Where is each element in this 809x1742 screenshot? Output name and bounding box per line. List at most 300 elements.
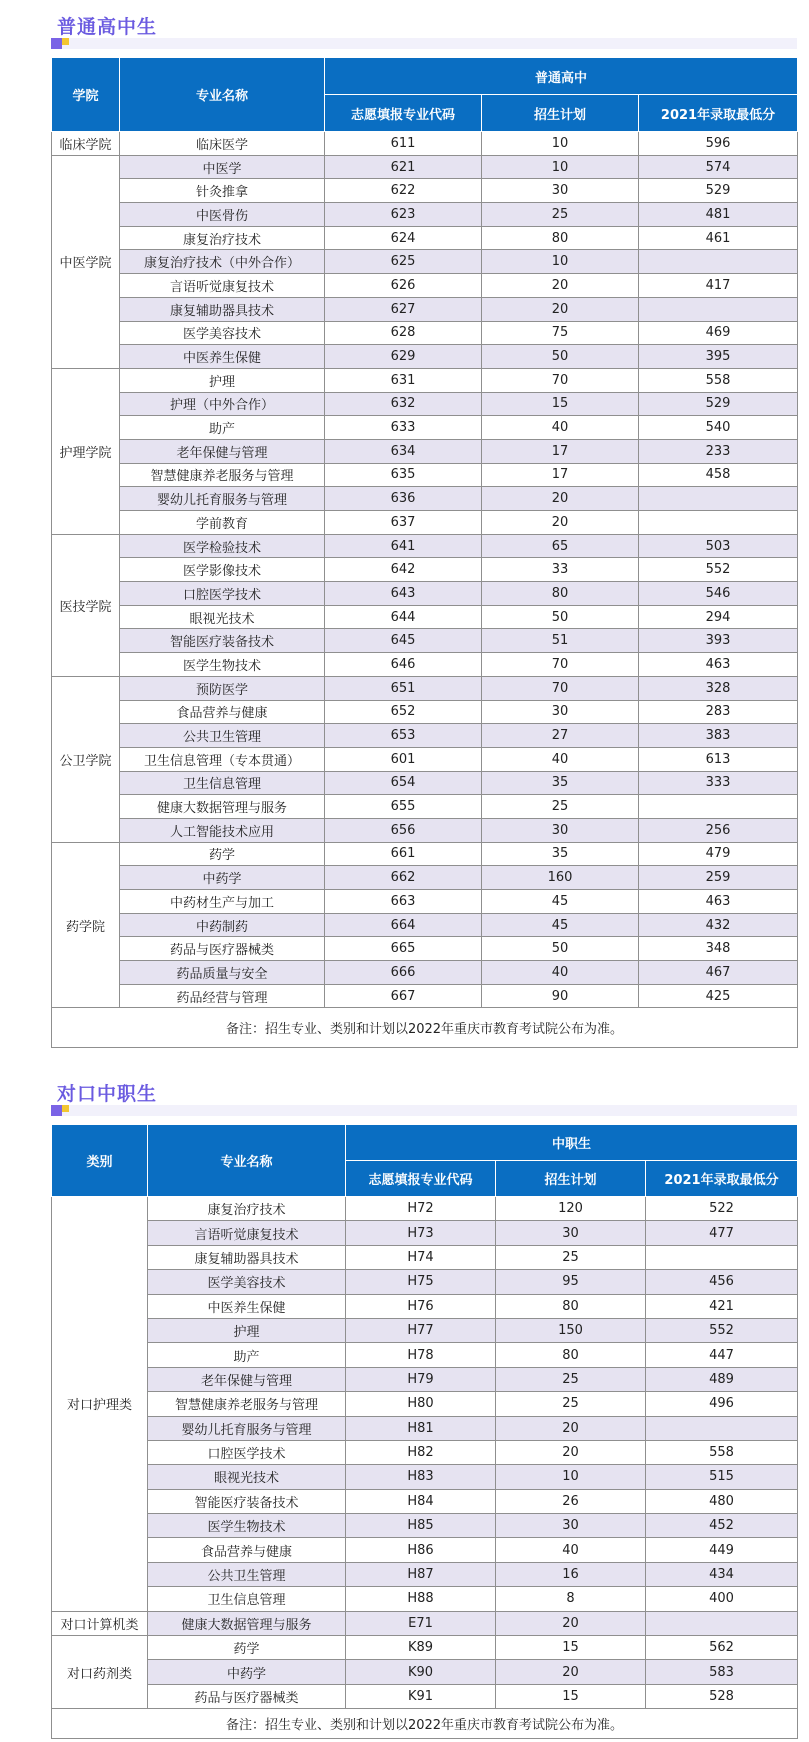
plan-cell: 20	[496, 1440, 646, 1464]
table-row	[52, 724, 798, 748]
table-row	[52, 179, 798, 203]
major-cell: 智能医疗装备技术	[120, 629, 325, 653]
major-cell: 护理	[120, 368, 325, 392]
table-row	[52, 1245, 798, 1269]
code-cell: H72	[346, 1197, 496, 1221]
major-cell: 药学	[148, 1636, 346, 1660]
header-college: 学院	[52, 58, 120, 132]
code-cell: 625	[325, 250, 482, 274]
code-cell: H85	[346, 1514, 496, 1538]
score-cell: 425	[639, 984, 798, 1008]
table-row	[52, 487, 798, 511]
code-cell: 627	[325, 297, 482, 321]
plan-cell: 17	[482, 463, 639, 487]
major-cell: 中药制药	[120, 913, 325, 937]
plan-cell: 20	[496, 1416, 646, 1440]
table-row	[52, 155, 798, 179]
table-row	[52, 1562, 798, 1586]
major-cell: 中药学	[120, 866, 325, 890]
major-cell: 智慧健康养老服务与管理	[148, 1392, 346, 1416]
score-cell: 613	[639, 747, 798, 771]
plan-cell: 40	[482, 747, 639, 771]
score-cell: 348	[639, 937, 798, 961]
table-row	[52, 297, 798, 321]
code-cell: E71	[346, 1611, 496, 1635]
table-row	[52, 913, 798, 937]
major-cell: 中医养生保健	[148, 1294, 346, 1318]
table-row	[52, 321, 798, 345]
admission-table-general	[51, 57, 798, 1048]
table-row	[52, 676, 798, 700]
table-row	[52, 1270, 798, 1294]
score-cell: 503	[639, 534, 798, 558]
table-row	[52, 866, 798, 890]
code-cell: 655	[325, 795, 482, 819]
code-cell: H82	[346, 1440, 496, 1464]
code-cell: H74	[346, 1245, 496, 1269]
table-row	[52, 1197, 798, 1221]
plan-cell: 30	[496, 1221, 646, 1245]
group-name-cell: 药学院	[52, 842, 120, 1008]
note-row	[52, 1709, 798, 1739]
score-cell: 434	[646, 1562, 798, 1586]
score-cell: 463	[639, 890, 798, 914]
code-cell: 663	[325, 890, 482, 914]
header-plan: 招生计划	[496, 1161, 646, 1197]
code-cell: H73	[346, 1221, 496, 1245]
code-cell: 629	[325, 345, 482, 369]
score-cell: 552	[639, 558, 798, 582]
code-cell: 601	[325, 747, 482, 771]
code-cell: 635	[325, 463, 482, 487]
note-text: 备注：招生专业、类别和计划以2022年重庆市教育考试院公布为准。	[52, 1709, 798, 1739]
major-cell: 健康大数据管理与服务	[148, 1611, 346, 1635]
major-cell: 医学生物技术	[148, 1514, 346, 1538]
major-cell: 公共卫生管理	[120, 724, 325, 748]
score-cell: 469	[639, 321, 798, 345]
plan-cell: 35	[482, 842, 639, 866]
code-cell: 623	[325, 203, 482, 227]
plan-cell: 50	[482, 345, 639, 369]
code-cell: H86	[346, 1538, 496, 1562]
group-name-cell: 护理学院	[52, 368, 120, 534]
code-cell: 661	[325, 842, 482, 866]
code-cell: 651	[325, 676, 482, 700]
table-row	[52, 1343, 798, 1367]
major-cell: 智能医疗装备技术	[148, 1489, 346, 1513]
code-cell: K90	[346, 1660, 496, 1684]
header-score: 2021年录取最低分	[646, 1161, 798, 1197]
plan-cell: 35	[482, 771, 639, 795]
plan-cell: 15	[496, 1684, 646, 1708]
table-row	[52, 1392, 798, 1416]
table-row	[52, 984, 798, 1008]
table-row	[52, 818, 798, 842]
plan-cell: 10	[496, 1465, 646, 1489]
plan-cell: 30	[482, 818, 639, 842]
major-cell: 食品营养与健康	[120, 700, 325, 724]
group-name-cell: 医技学院	[52, 534, 120, 676]
score-cell	[646, 1416, 798, 1440]
plan-cell: 15	[496, 1636, 646, 1660]
table-row	[52, 534, 798, 558]
score-cell: 481	[639, 203, 798, 227]
code-cell: H78	[346, 1343, 496, 1367]
major-cell: 护理（中外合作）	[120, 392, 325, 416]
code-cell: 653	[325, 724, 482, 748]
section-underline	[51, 1105, 797, 1116]
plan-cell: 120	[496, 1197, 646, 1221]
major-cell: 卫生信息管理（专本贯通）	[120, 747, 325, 771]
major-cell: 眼视光技术	[148, 1465, 346, 1489]
score-cell: 529	[639, 392, 798, 416]
table-row	[52, 582, 798, 606]
major-cell: 婴幼儿托育服务与管理	[148, 1416, 346, 1440]
table-row	[52, 653, 798, 677]
code-cell: 637	[325, 511, 482, 535]
score-cell: 461	[639, 226, 798, 250]
score-cell: 456	[646, 1270, 798, 1294]
score-cell	[646, 1611, 798, 1635]
plan-cell: 20	[482, 511, 639, 535]
score-cell: 233	[639, 439, 798, 463]
major-cell: 老年保健与管理	[148, 1367, 346, 1391]
code-cell: H77	[346, 1318, 496, 1342]
code-cell: 626	[325, 274, 482, 298]
plan-cell: 20	[482, 487, 639, 511]
table-row	[52, 1221, 798, 1245]
plan-cell: 80	[482, 582, 639, 606]
plan-cell: 150	[496, 1318, 646, 1342]
major-cell: 老年保健与管理	[120, 439, 325, 463]
header-major: 专业名称	[148, 1125, 346, 1197]
table-row	[52, 1660, 798, 1684]
table-row	[52, 1636, 798, 1660]
score-cell: 395	[639, 345, 798, 369]
score-cell: 528	[646, 1684, 798, 1708]
score-cell: 467	[639, 961, 798, 985]
code-cell: H75	[346, 1270, 496, 1294]
major-cell: 预防医学	[120, 676, 325, 700]
group-name-cell: 临床学院	[52, 132, 120, 156]
score-cell	[639, 297, 798, 321]
major-cell: 食品营养与健康	[148, 1538, 346, 1562]
major-cell: 医学美容技术	[120, 321, 325, 345]
score-cell	[639, 487, 798, 511]
code-cell: 622	[325, 179, 482, 203]
table-row	[52, 629, 798, 653]
score-cell: 333	[639, 771, 798, 795]
code-cell: K89	[346, 1636, 496, 1660]
table-row	[52, 274, 798, 298]
major-cell: 药品质量与安全	[120, 961, 325, 985]
score-cell: 479	[639, 842, 798, 866]
plan-cell: 8	[496, 1587, 646, 1611]
major-cell: 护理	[148, 1318, 346, 1342]
table-row	[52, 1465, 798, 1489]
score-cell: 496	[646, 1392, 798, 1416]
plan-cell: 50	[482, 605, 639, 629]
major-cell: 健康大数据管理与服务	[120, 795, 325, 819]
table-row	[52, 392, 798, 416]
header-group: 中职生	[346, 1125, 798, 1161]
code-cell: 642	[325, 558, 482, 582]
plan-cell: 70	[482, 653, 639, 677]
table-row	[52, 1514, 798, 1538]
plan-cell: 80	[482, 226, 639, 250]
section-header	[0, 1067, 809, 1113]
group-name-cell: 对口护理类	[52, 1197, 148, 1612]
major-cell: 言语听觉康复技术	[120, 274, 325, 298]
score-cell: 489	[646, 1367, 798, 1391]
table-row	[52, 345, 798, 369]
plan-cell: 25	[482, 203, 639, 227]
major-cell: 公共卫生管理	[148, 1562, 346, 1586]
code-cell: H79	[346, 1367, 496, 1391]
header-code: 志愿填报专业代码	[346, 1161, 496, 1197]
table-row	[52, 416, 798, 440]
score-cell: 400	[646, 1587, 798, 1611]
code-cell: 636	[325, 487, 482, 511]
major-cell: 康复辅助器具技术	[120, 297, 325, 321]
major-cell: 口腔医学技术	[148, 1440, 346, 1464]
major-cell: 中医养生保健	[120, 345, 325, 369]
table-row	[52, 961, 798, 985]
score-cell: 552	[646, 1318, 798, 1342]
header-score: 2021年录取最低分	[639, 95, 798, 132]
plan-cell: 90	[482, 984, 639, 1008]
score-cell: 328	[639, 676, 798, 700]
accent-square-yellow	[62, 38, 69, 45]
note-row	[52, 1008, 798, 1048]
score-cell: 562	[646, 1636, 798, 1660]
section-underline	[51, 38, 797, 49]
code-cell: 641	[325, 534, 482, 558]
accent-square-yellow	[62, 1105, 69, 1112]
group-name-cell: 公卫学院	[52, 676, 120, 842]
group-name-cell: 中医学院	[52, 155, 120, 368]
score-cell	[639, 795, 798, 819]
score-cell: 421	[646, 1294, 798, 1318]
code-cell: 621	[325, 155, 482, 179]
table-row	[52, 132, 798, 156]
group-name-cell: 对口计算机类	[52, 1611, 148, 1635]
table-row	[52, 605, 798, 629]
header-major: 专业名称	[120, 58, 325, 132]
major-cell: 助产	[120, 416, 325, 440]
major-cell: 中药学	[148, 1660, 346, 1684]
code-cell: 632	[325, 392, 482, 416]
plan-cell: 40	[482, 961, 639, 985]
major-cell: 康复治疗技术	[148, 1197, 346, 1221]
plan-cell: 75	[482, 321, 639, 345]
score-cell: 540	[639, 416, 798, 440]
score-cell: 522	[646, 1197, 798, 1221]
score-cell: 574	[639, 155, 798, 179]
score-cell: 259	[639, 866, 798, 890]
major-cell: 口腔医学技术	[120, 582, 325, 606]
code-cell: 656	[325, 818, 482, 842]
code-cell: 652	[325, 700, 482, 724]
plan-cell: 20	[482, 274, 639, 298]
code-cell: 662	[325, 866, 482, 890]
table-row	[52, 890, 798, 914]
score-cell: 458	[639, 463, 798, 487]
major-cell: 临床医学	[120, 132, 325, 156]
table-row	[52, 1367, 798, 1391]
table-row	[52, 747, 798, 771]
major-cell: 药学	[120, 842, 325, 866]
plan-cell: 30	[482, 700, 639, 724]
plan-cell: 10	[482, 132, 639, 156]
plan-cell: 40	[482, 416, 639, 440]
table-row	[52, 226, 798, 250]
plan-cell: 80	[496, 1294, 646, 1318]
major-cell: 医学检验技术	[120, 534, 325, 558]
plan-cell: 25	[496, 1367, 646, 1391]
major-cell: 药品与医疗器械类	[120, 937, 325, 961]
table-row	[52, 1440, 798, 1464]
code-cell: H76	[346, 1294, 496, 1318]
major-cell: 婴幼儿托育服务与管理	[120, 487, 325, 511]
table-row	[52, 203, 798, 227]
code-cell: 666	[325, 961, 482, 985]
plan-cell: 27	[482, 724, 639, 748]
score-cell: 596	[639, 132, 798, 156]
code-cell: 634	[325, 439, 482, 463]
plan-cell: 95	[496, 1270, 646, 1294]
major-cell: 眼视光技术	[120, 605, 325, 629]
code-cell: 624	[325, 226, 482, 250]
code-cell: 645	[325, 629, 482, 653]
score-cell: 583	[646, 1660, 798, 1684]
code-cell: 665	[325, 937, 482, 961]
score-cell: 447	[646, 1343, 798, 1367]
table-row	[52, 1684, 798, 1708]
note-text: 备注：招生专业、类别和计划以2022年重庆市教育考试院公布为准。	[52, 1008, 798, 1048]
score-cell: 529	[639, 179, 798, 203]
plan-cell: 16	[496, 1562, 646, 1586]
score-cell: 546	[639, 582, 798, 606]
plan-cell: 160	[482, 866, 639, 890]
header-plan: 招生计划	[482, 95, 639, 132]
score-cell: 393	[639, 629, 798, 653]
major-cell: 中药材生产与加工	[120, 890, 325, 914]
table-row	[52, 1489, 798, 1513]
table-row	[52, 368, 798, 392]
code-cell: H88	[346, 1587, 496, 1611]
score-cell: 452	[646, 1514, 798, 1538]
table-row	[52, 771, 798, 795]
code-cell: 667	[325, 984, 482, 1008]
table-row	[52, 937, 798, 961]
plan-cell: 40	[496, 1538, 646, 1562]
score-cell: 256	[639, 818, 798, 842]
table-row	[52, 1611, 798, 1635]
plan-cell: 30	[482, 179, 639, 203]
section-title: 对口中职生	[57, 1083, 158, 1105]
table-row	[52, 700, 798, 724]
major-cell: 康复治疗技术（中外合作）	[120, 250, 325, 274]
major-cell: 学前教育	[120, 511, 325, 535]
score-cell: 432	[639, 913, 798, 937]
score-cell: 417	[639, 274, 798, 298]
plan-cell: 20	[496, 1611, 646, 1635]
group-name-cell: 对口药剂类	[52, 1636, 148, 1709]
major-cell: 康复辅助器具技术	[148, 1245, 346, 1269]
score-cell: 383	[639, 724, 798, 748]
table-row	[52, 558, 798, 582]
code-cell: H81	[346, 1416, 496, 1440]
major-cell: 卫生信息管理	[120, 771, 325, 795]
plan-cell: 15	[482, 392, 639, 416]
major-cell: 药品与医疗器械类	[148, 1684, 346, 1708]
major-cell: 医学生物技术	[120, 653, 325, 677]
table-row	[52, 795, 798, 819]
plan-cell: 45	[482, 890, 639, 914]
admission-table-vocational	[51, 1124, 798, 1739]
plan-cell: 70	[482, 368, 639, 392]
table-row	[52, 1416, 798, 1440]
table-row	[52, 1294, 798, 1318]
table-row	[52, 1538, 798, 1562]
score-cell: 294	[639, 605, 798, 629]
score-cell: 477	[646, 1221, 798, 1245]
plan-cell: 10	[482, 250, 639, 274]
plan-cell: 65	[482, 534, 639, 558]
score-cell	[639, 250, 798, 274]
table-row	[52, 439, 798, 463]
major-cell: 卫生信息管理	[148, 1587, 346, 1611]
score-cell	[646, 1245, 798, 1269]
plan-cell: 10	[482, 155, 639, 179]
score-cell: 480	[646, 1489, 798, 1513]
plan-cell: 20	[496, 1660, 646, 1684]
code-cell: 646	[325, 653, 482, 677]
plan-cell: 45	[482, 913, 639, 937]
score-cell: 558	[646, 1440, 798, 1464]
score-cell	[639, 511, 798, 535]
accent-square-purple	[51, 38, 62, 49]
plan-cell: 25	[496, 1245, 646, 1269]
plan-cell: 70	[482, 676, 639, 700]
code-cell: H80	[346, 1392, 496, 1416]
code-cell: H87	[346, 1562, 496, 1586]
plan-cell: 51	[482, 629, 639, 653]
score-cell: 515	[646, 1465, 798, 1489]
code-cell: 633	[325, 416, 482, 440]
plan-cell: 80	[496, 1343, 646, 1367]
table-row	[52, 463, 798, 487]
section-title: 普通高中生	[57, 16, 158, 38]
score-cell: 449	[646, 1538, 798, 1562]
code-cell: 654	[325, 771, 482, 795]
table-row	[52, 1587, 798, 1611]
code-cell: 664	[325, 913, 482, 937]
code-cell: H83	[346, 1465, 496, 1489]
major-cell: 言语听觉康复技术	[148, 1221, 346, 1245]
code-cell: H84	[346, 1489, 496, 1513]
score-cell: 558	[639, 368, 798, 392]
code-cell: 631	[325, 368, 482, 392]
plan-cell: 30	[496, 1514, 646, 1538]
plan-cell: 20	[482, 297, 639, 321]
major-cell: 智慧健康养老服务与管理	[120, 463, 325, 487]
accent-square-purple	[51, 1105, 62, 1116]
major-cell: 中医骨伤	[120, 203, 325, 227]
table-row	[52, 842, 798, 866]
major-cell: 药品经营与管理	[120, 984, 325, 1008]
